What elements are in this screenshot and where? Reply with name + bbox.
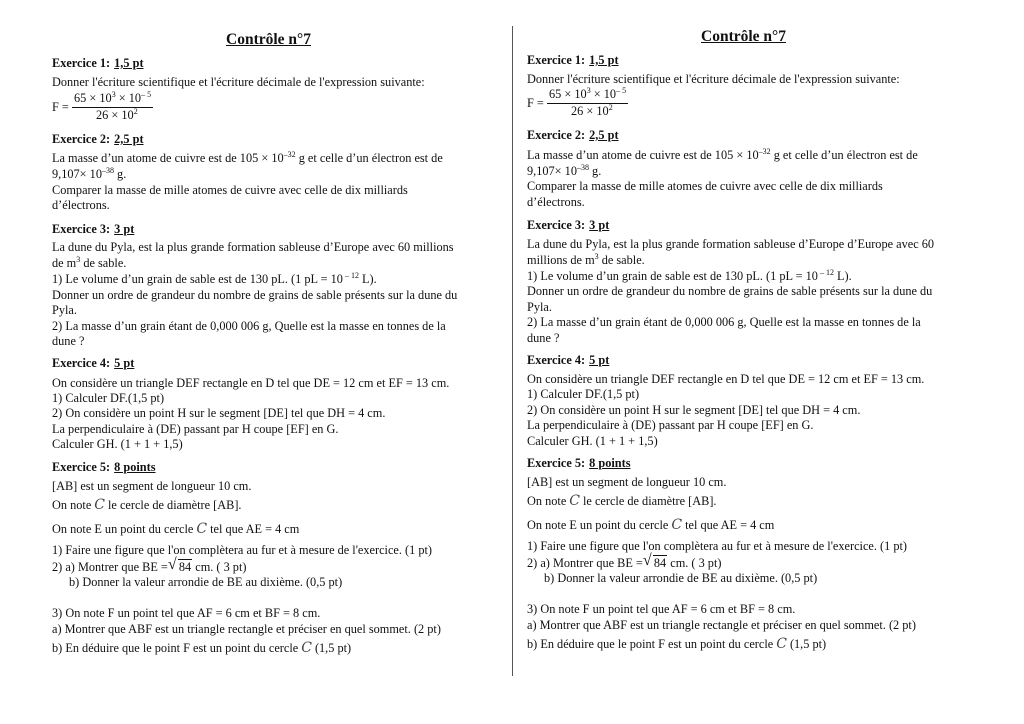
exercise-5-heading: Exercice 5: 8 points xyxy=(52,460,156,474)
exercise-4-line: La perpendiculaire à (DE) passant par H coupe [EF] en G. xyxy=(527,418,814,432)
exercise-5-line: On note C le cercle de diamètre [AB]. xyxy=(52,497,242,513)
exercise-5-line: [AB] est un segment de longueur 10 cm. xyxy=(527,475,727,489)
exercise-2-line: $9,107\times 10^{-38}$ g. xyxy=(52,166,127,181)
square-root-symbol: √ 84 xyxy=(642,552,667,570)
exercise-5-heading: Exercice 5: 8 points xyxy=(527,456,631,470)
exam-title: Contrôle n°7 xyxy=(701,28,786,45)
exercise-3-heading: Exercice 3: 3 pt xyxy=(527,218,610,232)
circle-symbol-icon: C xyxy=(569,493,580,509)
exercise-5-line: 2) a) Montrer que BE = √ 84 cm. ( 3 pt) xyxy=(527,552,722,570)
exercise-4-line: Calculer GH. (1 + 1 + 1,5) xyxy=(52,437,183,451)
exercise-5-line: 1) Faire une figure que l'on complètera au fur et à mesure de l'exercice. (1 pt) xyxy=(527,539,907,553)
exercise-5-line: 1) Faire une figure que l'on complètera au fur et à mesure de l'exercice. (1 pt) xyxy=(52,543,432,557)
circle-symbol-icon: C xyxy=(94,497,105,513)
fraction-numerator: $65 \times 10^3 \times 10^{- 5}$ xyxy=(547,87,628,104)
square-root-symbol: √ 84 xyxy=(167,556,192,574)
exercise-5-line: 3) On note F un point tel que AF = 6 cm et BF = 8 cm. xyxy=(52,606,321,620)
fraction-denominator: $26 \times 10^2$ xyxy=(96,107,138,122)
exercise-5-line: On note E un point du cercle C tel que AE = 4 cm xyxy=(527,517,775,533)
exercise-4-line: Calculer GH. (1 + 1 + 1,5) xyxy=(527,434,658,448)
exercise-2-line: Comparer la masse de mille atomes de cuivre avec celle de dix milliards xyxy=(52,183,408,197)
exercise-3-line: 2) La masse d’un grain étant de 0,000 006 g, Quelle est la masse en tonnes de la xyxy=(52,319,446,333)
exercise-1-heading: Exercice 1: 1,5 pt xyxy=(52,56,144,70)
exercise-4-line: On considère un triangle DEF rectangle en D tel que DE = 12 cm et EF = 13 cm. xyxy=(52,376,450,390)
exercise-3-points: 3 pt xyxy=(114,222,135,236)
exercise-4-line: On considère un triangle DEF rectangle en D tel que DE = 12 cm et EF = 13 cm. xyxy=(527,372,925,386)
exercise-1-line: Donner l'écriture scientifique et l'écriture décimale de l'expression suivante: xyxy=(52,75,425,89)
exercise-5-line: b) Donner la valeur arrondie de BE au dixième. (0,5 pt) xyxy=(69,575,343,589)
exercise-3-line: dune ? xyxy=(527,331,560,345)
exercise-3-line: La dune du Pyla, est la plus grande formation sableuse d’Europe d’Europe avec 60 xyxy=(527,237,935,251)
exercise-2-line: Comparer la masse de mille atomes de cuivre avec celle de dix milliards xyxy=(527,179,883,193)
exercise-5-line: On note C le cercle de diamètre [AB]. xyxy=(527,493,717,509)
exercise-4-line: La perpendiculaire à (DE) passant par H coupe [EF] en G. xyxy=(52,422,339,436)
exercise-3-line: 1) Le volume d’un grain de sable est de 130 pL. (1 pL = 10 $^{- 12}$ L). xyxy=(527,268,852,283)
exercise-3-points: 3 pt xyxy=(589,218,610,232)
exercise-5-line: 3) On note F un point tel que AF = 6 cm et BF = 8 cm. xyxy=(527,602,796,616)
exercise-1-heading: Exercice 1: 1,5 pt xyxy=(527,53,619,67)
exercise-4-line: 1) Calculer DF.(1,5 pt) xyxy=(527,387,640,401)
exercise-2-line: La masse d’un atome de cuivre est de $105 \times 10^{-32}$ g et celle d’un électron est de xyxy=(52,150,443,165)
exercise-3-line: Donner un ordre de grandeur du nombre de grains de sable présents sur la dune du xyxy=(52,288,458,302)
exercise-5-line: a) Montrer que ABF est un triangle rectangle et préciser en quel sommet. (2 pt) xyxy=(52,622,441,636)
exercise-4-heading: Exercice 4: 5 pt xyxy=(52,356,135,370)
exercise-2-heading: Exercice 2: 2,5 pt xyxy=(527,128,619,142)
exercise-4-points: 5 pt xyxy=(114,356,135,370)
exercise-1-points: 1,5 pt xyxy=(114,56,144,70)
exercise-2-line: $9,107\times 10^{-38}$ g. xyxy=(527,163,602,178)
exercise-3-heading: Exercice 3: 3 pt xyxy=(52,222,135,236)
exercise-2-points: 2,5 pt xyxy=(114,132,144,146)
exercise-3-line: dune ? xyxy=(52,334,85,348)
exercise-5-line: On note E un point du cercle C tel que AE = 4 cm xyxy=(52,521,300,537)
exercise-3-line: de $m^3$ de sable. xyxy=(52,255,127,270)
exercise-4-line: 2) On considère un point H sur le segment [DE] tel que DH = 4 cm. xyxy=(527,403,861,417)
radical-icon: √ xyxy=(167,556,177,573)
circle-symbol-icon: C xyxy=(301,640,312,656)
circle-symbol-icon: C xyxy=(671,517,683,533)
exercise-5-line: a) Montrer que ABF est un triangle rectangle et préciser en quel sommet. (2 pt) xyxy=(527,618,916,632)
exercise-5-line: b) Donner la valeur arrondie de BE au dixième. (0,5 pt) xyxy=(544,571,818,585)
radical-icon: √ xyxy=(642,552,652,569)
fraction-denominator: $26 \times 10^2$ xyxy=(571,103,613,118)
exercise-3-line: 2) La masse d’un grain étant de 0,000 006 g, Quelle est la masse en tonnes de la xyxy=(527,315,921,329)
exercise-3-line: La dune du Pyla, est la plus grande formation sableuse d’Europe avec 60 millions xyxy=(52,240,454,254)
exercise-4-heading: Exercice 4: 5 pt xyxy=(527,353,610,367)
exercise-5-points: 8 points xyxy=(589,456,631,470)
exercise-5-line: b) En déduire que le point F est un point du cercle C (1,5 pt) xyxy=(52,640,352,656)
exercise-2-heading: Exercice 2: 2,5 pt xyxy=(52,132,144,146)
exercise-2-points: 2,5 pt xyxy=(589,128,619,142)
exam-title: Contrôle n°7 xyxy=(226,31,311,48)
exercise-3-line: millions de $m^3$ de sable. xyxy=(527,252,645,267)
column-divider xyxy=(512,26,513,676)
exercise-4-points: 5 pt xyxy=(589,353,610,367)
exercise-5-line: [AB] est un segment de longueur 10 cm. xyxy=(52,479,252,493)
exercise-1-points: 1,5 pt xyxy=(589,53,619,67)
exercise-5-points: 8 points xyxy=(114,460,156,474)
exercise-3-line: 1) Le volume d’un grain de sable est de 130 pL. (1 pL = 10 $^{- 12}$ L). xyxy=(52,271,377,286)
circle-symbol-icon: C xyxy=(196,521,208,537)
exercise-5-line: b) En déduire que le point F est un point du cercle C (1,5 pt) xyxy=(527,636,827,652)
exercise-2-line: d’électrons. xyxy=(527,195,585,209)
exercise-1-line: Donner l'écriture scientifique et l'écriture décimale de l'expression suivante: xyxy=(527,72,900,86)
exercise-4-line: 1) Calculer DF.(1,5 pt) xyxy=(52,391,165,405)
fraction-numerator: $65 \times 10^3 \times 10^{- 5}$ xyxy=(72,91,153,108)
circle-symbol-icon: C xyxy=(776,636,787,652)
exercise-5-line: 2) a) Montrer que BE = √ 84 cm. ( 3 pt) xyxy=(52,556,247,574)
exercise-2-line: d’électrons. xyxy=(52,198,110,212)
exercise-2-line: La masse d’un atome de cuivre est de $105 \times 10^{-32}$ g et celle d’un électron est de xyxy=(527,147,918,162)
exercise-4-line: 2) On considère un point H sur le segment [DE] tel que DH = 4 cm. xyxy=(52,406,386,420)
exercise-3-line: Donner un ordre de grandeur du nombre de grains de sable présents sur la dune du xyxy=(527,284,933,298)
exercise-3-line: Pyla. xyxy=(527,300,552,314)
exercise-3-line: Pyla. xyxy=(52,303,77,317)
